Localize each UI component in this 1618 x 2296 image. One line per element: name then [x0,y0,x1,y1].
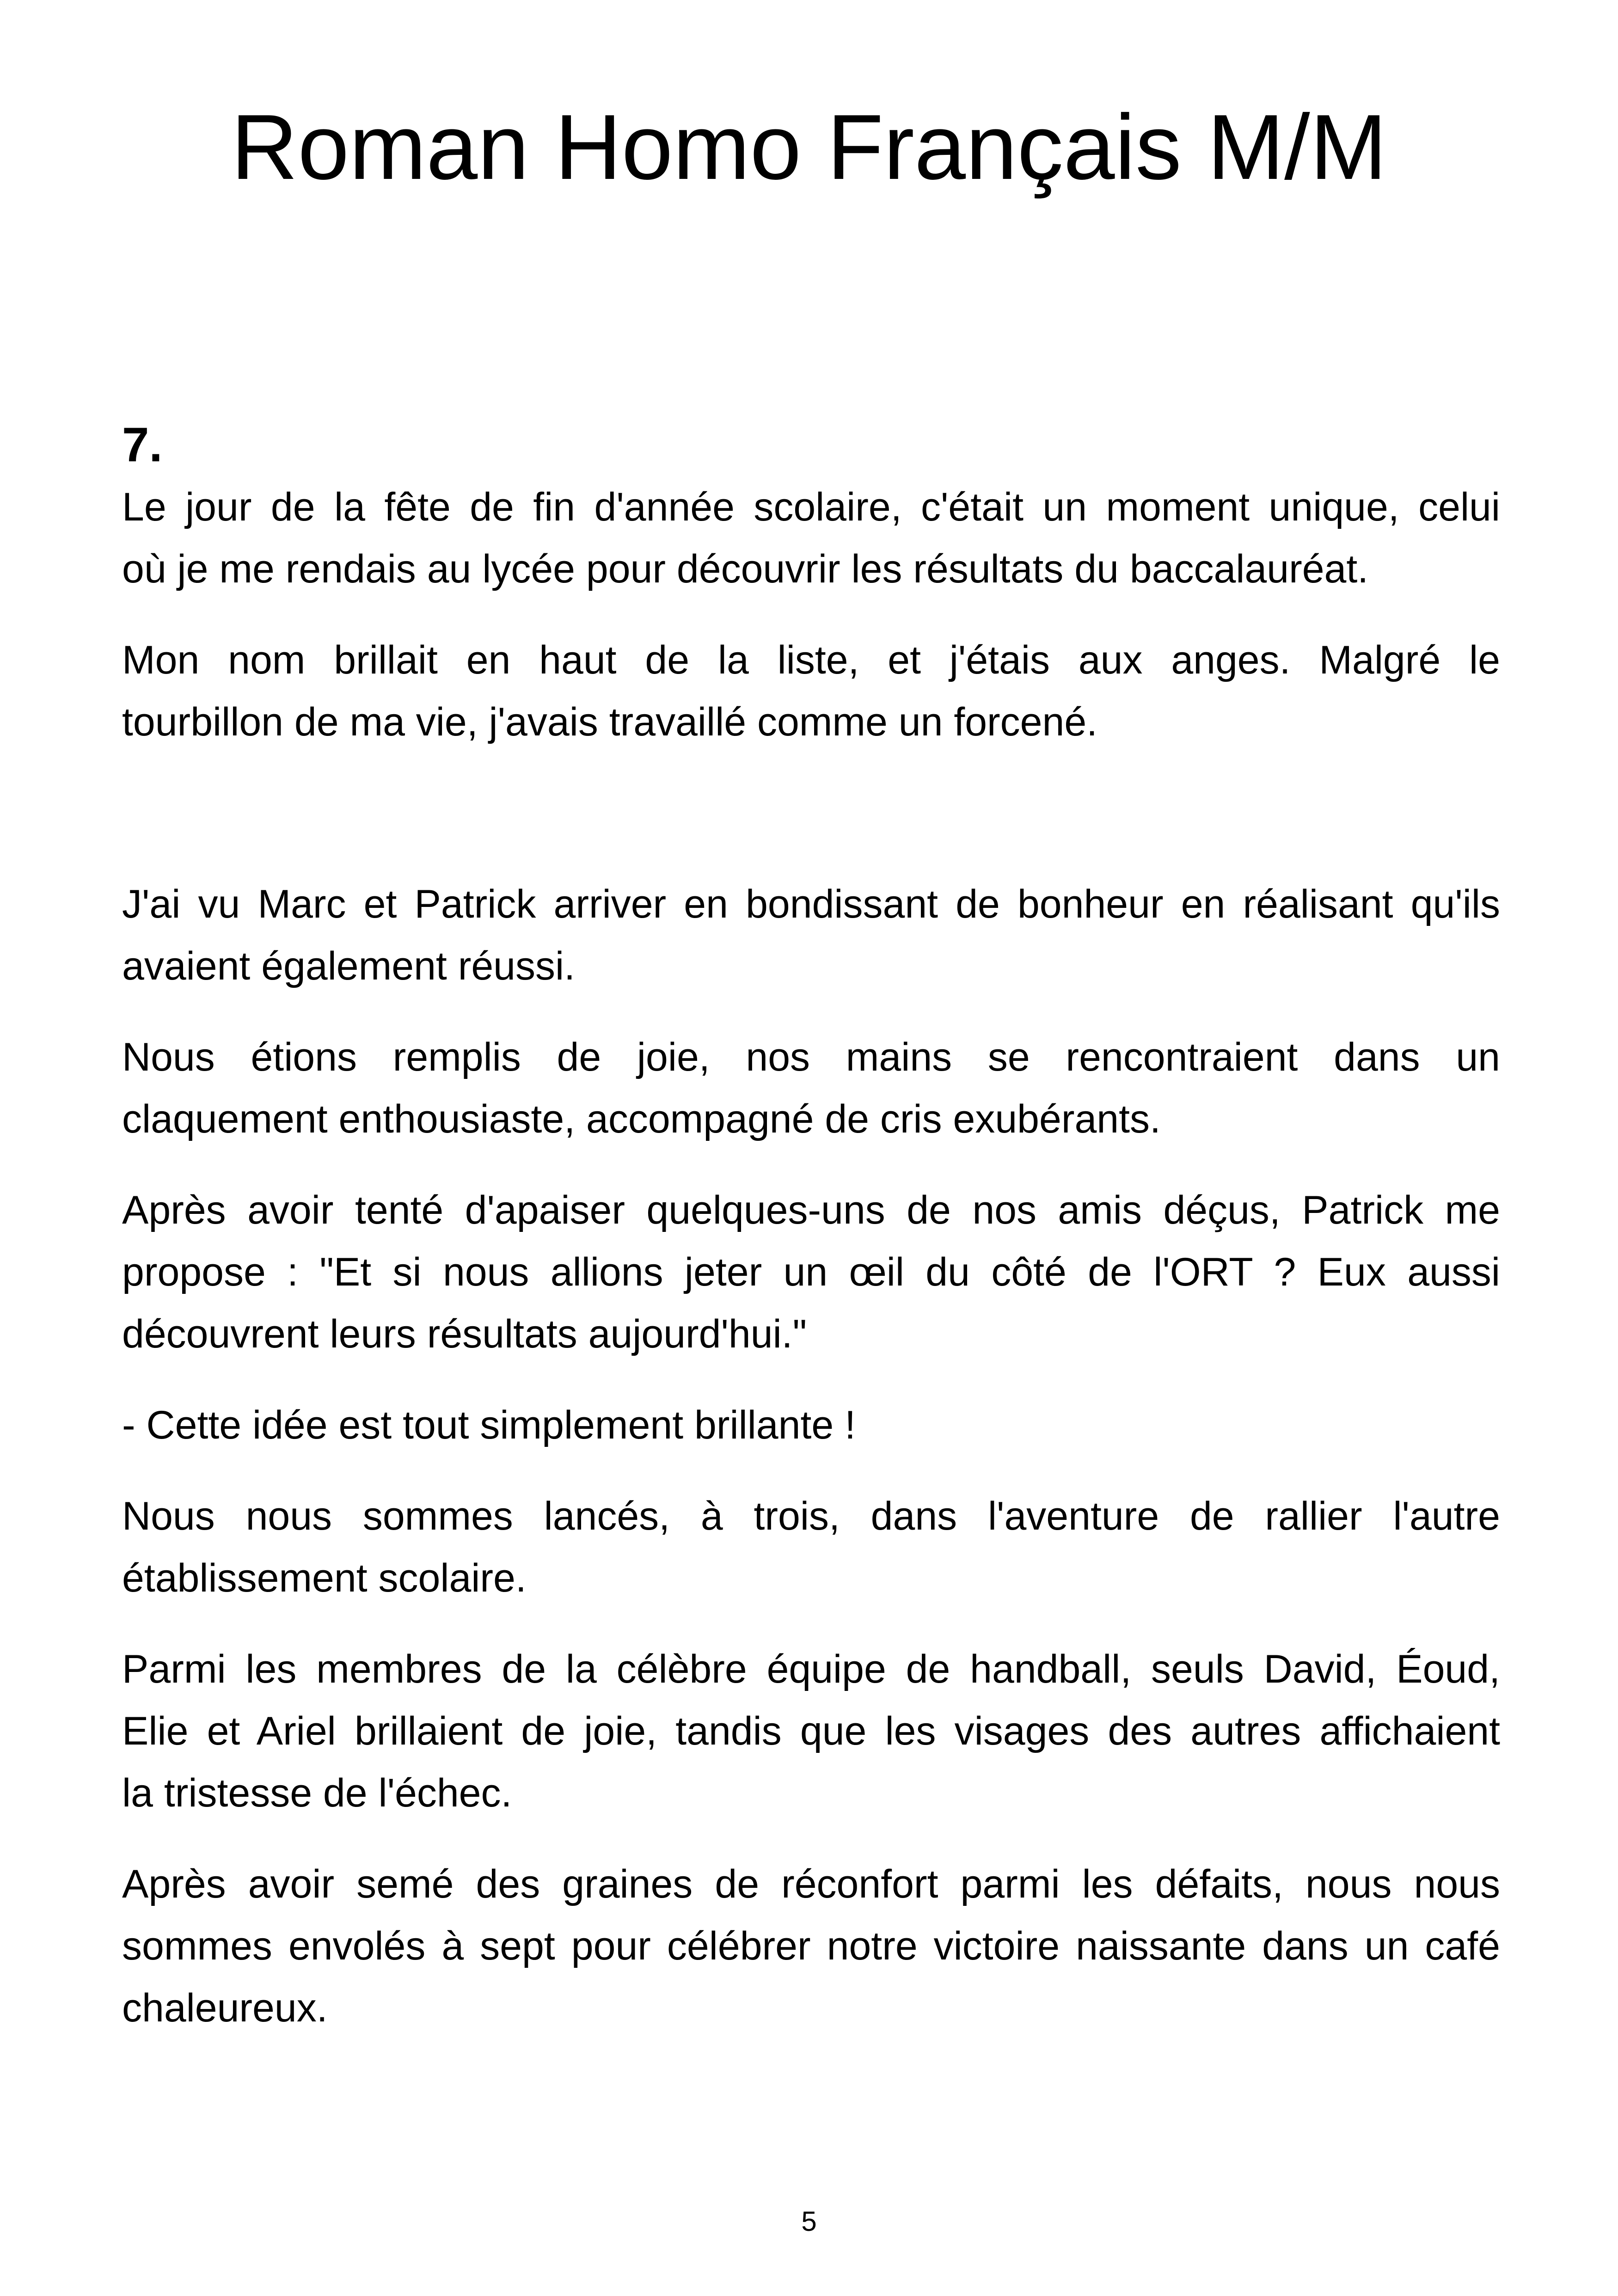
paragraph [122,1394,1500,1456]
text-line: Après avoir semé des graines de réconfort parmi les défaits, nous nous [122,1862,1500,1906]
paragraph [122,1179,1500,1365]
paragraph [122,1485,1500,1609]
paragraph [122,476,1500,600]
text-line: - Cette idée est tout simplement brillante ! [122,1403,856,1447]
text-line: tourbillon de ma vie, j'avais travaillé comme un forcené. [122,700,1098,744]
text-line: Elie et Ariel brillaient de joie, tandis que les visages des autres affichaient [122,1709,1500,1753]
paragraph [122,1853,1500,2039]
paragraph [122,629,1500,753]
text-line: Mon nom brillait en haut de la liste, et j'étais aux anges. Malgré le [122,638,1500,682]
text-line: la tristesse de l'échec. [122,1771,512,1815]
paragraph [122,1026,1500,1150]
text-line: Nous étions remplis de joie, nos mains se rencontraient dans un [122,1035,1500,1079]
text-line: chaleureux. [122,1986,328,2030]
text-line: claquement enthousiaste, accompagné de cris exubérants. [122,1097,1161,1141]
text-line: Parmi les membres de la célèbre équipe de handball, seuls David, Éoud, [122,1647,1500,1691]
chapter-body [122,414,1500,2068]
paragraph [122,873,1500,997]
text-line: Le jour de la fête de fin d'année scolaire, c'était un moment unique, celui [122,485,1500,529]
text-line: découvrent leurs résultats aujourd'hui." [122,1312,807,1356]
text-line: établissement scolaire. [122,1556,527,1600]
text-line: Après avoir tenté d'apaiser quelques-uns de nos amis déçus, Patrick me [122,1188,1500,1232]
paragraph [122,1638,1500,1824]
blank-paragraph [122,782,1500,844]
text-line: J'ai vu Marc et Patrick arriver en bondissant de bonheur en réalisant qu'ils [122,882,1500,926]
page-title: Roman Homo Français M/M [231,96,1387,199]
text-line: Nous nous sommes lancés, à trois, dans l'aventure de rallier l'autre [122,1494,1500,1538]
text-line: propose : "Et si nous allions jeter un œil du côté de l'ORT ? Eux aussi [122,1250,1500,1294]
page-number: 5 [801,2206,817,2237]
chapter-number: 7. [122,418,163,472]
text-line: sommes envolés à sept pour célébrer notre victoire naissante dans un café [122,1924,1500,1968]
text-line: avaient également réussi. [122,944,576,988]
text-line: où je me rendais au lycée pour découvrir les résultats du baccalauréat. [122,547,1369,591]
